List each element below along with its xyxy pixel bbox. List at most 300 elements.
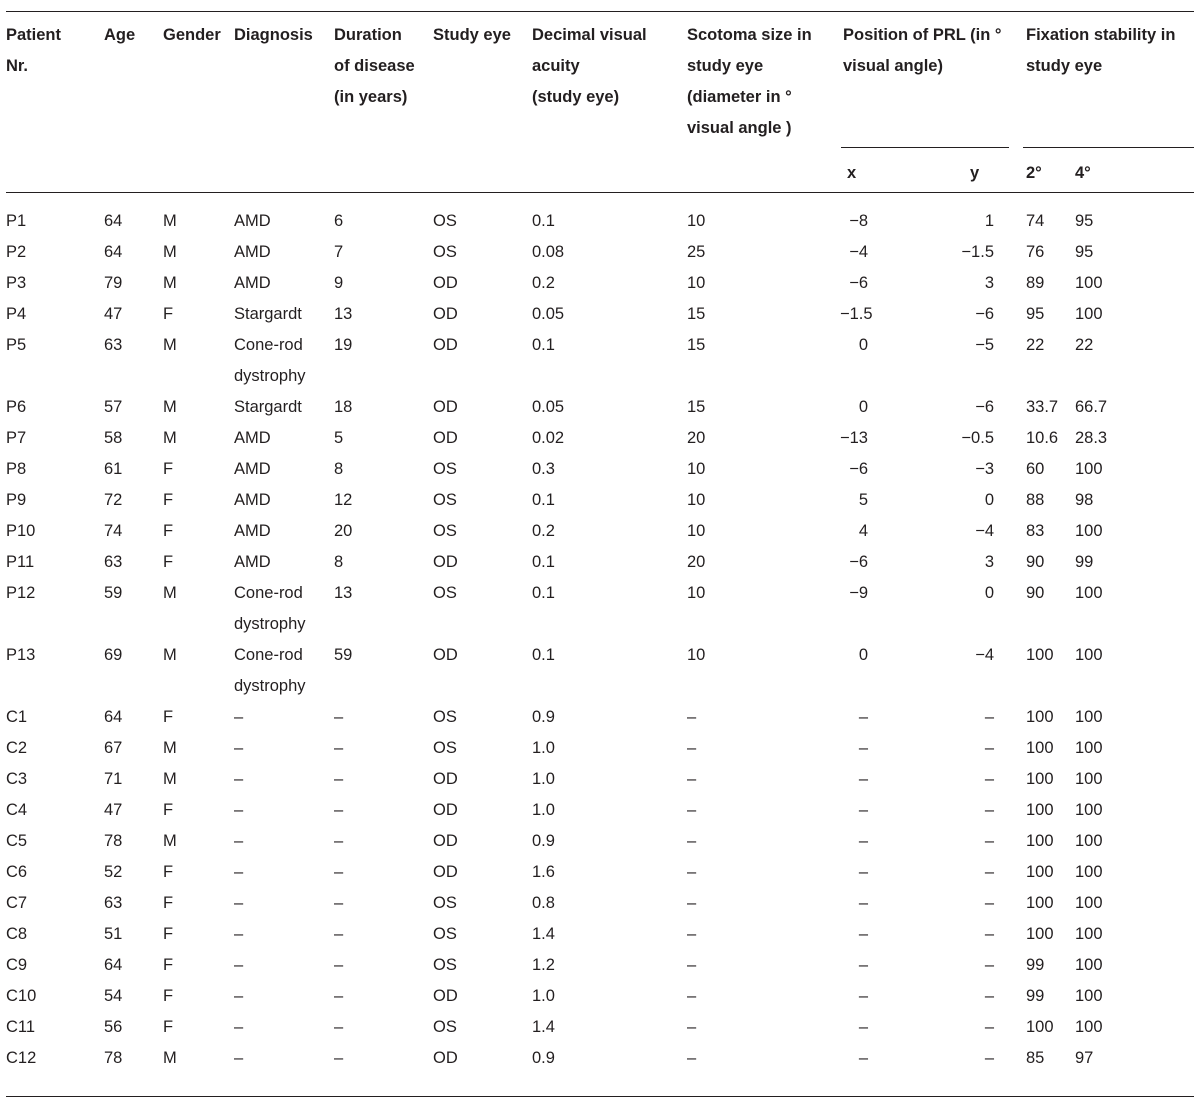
cell-patient: P2	[6, 243, 27, 261]
cell-age: 69	[104, 646, 123, 664]
table-row	[0, 423, 1200, 454]
cell-duration: 8	[334, 460, 344, 478]
table-row	[0, 1012, 1200, 1043]
cell-prl-y: 0	[984, 491, 994, 509]
cell-acuity: 0.02	[532, 429, 565, 447]
cell-acuity: 1.0	[532, 770, 555, 788]
cell-gender: M	[163, 274, 177, 292]
cell-patient: P4	[6, 305, 27, 323]
cell-study-eye: OD	[433, 863, 458, 881]
cell-study-eye: OD	[433, 646, 458, 664]
cell-prl-x: −8	[849, 212, 868, 230]
cell-gender: F	[163, 305, 174, 323]
cell-age: 58	[104, 429, 123, 447]
cell-duration: 59	[334, 646, 353, 664]
cell-diagnosis	[234, 516, 271, 547]
cell-patient: C5	[6, 832, 28, 850]
diagnosis-line: AMD	[234, 491, 271, 509]
cell-fix-2: 60	[1026, 460, 1045, 478]
table-row	[0, 268, 1200, 299]
cell-study-eye: OD	[433, 305, 458, 323]
diagnosis-line: –	[234, 770, 244, 788]
cell-study-eye: OD	[433, 987, 458, 1005]
cell-gender: M	[163, 832, 177, 850]
diagnosis-line: AMD	[234, 212, 271, 230]
cell-gender: F	[163, 894, 174, 912]
cell-duration: –	[334, 801, 344, 819]
cell-prl-y: –	[984, 708, 994, 726]
cell-fix-4: 100	[1075, 894, 1103, 912]
cell-fix-4: 95	[1075, 243, 1094, 261]
cell-patient: P5	[6, 336, 27, 354]
cell-scotoma: –	[687, 801, 697, 819]
cell-duration: –	[334, 770, 344, 788]
cell-prl-x: −6	[849, 274, 868, 292]
cell-patient: C2	[6, 739, 28, 757]
cell-duration: –	[334, 925, 344, 943]
cell-diagnosis	[234, 392, 302, 423]
cell-scotoma: –	[687, 956, 697, 974]
cell-age: 56	[104, 1018, 123, 1036]
cell-scotoma: –	[687, 739, 697, 757]
col-subheader-fix-4: 4°	[1075, 164, 1091, 182]
cell-age: 78	[104, 1049, 123, 1067]
cell-diagnosis	[234, 330, 306, 392]
cell-scotoma: 10	[687, 274, 706, 292]
cell-fix-4: 100	[1075, 584, 1103, 602]
cell-duration: 9	[334, 274, 344, 292]
cell-acuity: 0.1	[532, 584, 555, 602]
cell-prl-y: −6	[975, 305, 994, 323]
cell-patient: C7	[6, 894, 28, 912]
cell-diagnosis	[234, 299, 302, 330]
cell-acuity: 0.1	[532, 553, 555, 571]
cell-fix-2: 100	[1026, 739, 1054, 757]
cell-acuity: 1.4	[532, 1018, 555, 1036]
cell-patient: C12	[6, 1049, 37, 1067]
cell-fix-2: 90	[1026, 584, 1045, 602]
cell-gender: F	[163, 491, 174, 509]
cell-age: 51	[104, 925, 123, 943]
col-header-duration: Duration of disease (in years)	[334, 26, 415, 106]
cell-age: 74	[104, 522, 123, 540]
cell-fix-4: 100	[1075, 522, 1103, 540]
cell-age: 64	[104, 708, 123, 726]
cell-prl-x: –	[858, 894, 868, 912]
cell-duration: –	[334, 863, 344, 881]
col-header-age: Age	[104, 26, 136, 44]
cell-age: 54	[104, 987, 123, 1005]
table-row	[0, 547, 1200, 578]
cell-prl-y: −4	[975, 646, 994, 664]
cell-scotoma: –	[687, 925, 697, 943]
cell-gender: M	[163, 770, 177, 788]
cell-acuity: 1.6	[532, 863, 555, 881]
cell-prl-x: –	[858, 801, 868, 819]
cell-patient: P8	[6, 460, 27, 478]
cell-fix-2: 100	[1026, 894, 1054, 912]
cell-diagnosis	[234, 454, 271, 485]
cell-fix-4: 98	[1075, 491, 1094, 509]
cell-scotoma: 10	[687, 584, 706, 602]
cell-prl-x: −9	[849, 584, 868, 602]
cell-gender: M	[163, 429, 177, 447]
cell-age: 71	[104, 770, 123, 788]
cell-prl-x: −4	[849, 243, 868, 261]
cell-gender: F	[163, 460, 174, 478]
cell-diagnosis	[234, 981, 243, 1012]
cell-gender: M	[163, 336, 177, 354]
cell-fix-4: 100	[1075, 925, 1103, 943]
cell-prl-x: –	[858, 770, 868, 788]
cell-age: 64	[104, 956, 123, 974]
cell-scotoma: –	[687, 832, 697, 850]
cell-prl-y: –	[984, 770, 994, 788]
cell-acuity: 1.4	[532, 925, 555, 943]
diagnosis-line: –	[234, 863, 244, 881]
cell-scotoma: 20	[687, 429, 706, 447]
cell-scotoma: 15	[687, 305, 706, 323]
table-row	[0, 392, 1200, 423]
cell-patient: C8	[6, 925, 28, 943]
cell-patient: C11	[6, 1018, 36, 1036]
table-top-rule	[6, 11, 1194, 12]
diagnosis-line: Cone-rod	[234, 336, 303, 354]
cell-scotoma: 10	[687, 522, 706, 540]
cell-gender: F	[163, 801, 174, 819]
cell-patient: P7	[6, 429, 27, 447]
cell-patient: P11	[6, 553, 35, 571]
cell-age: 52	[104, 863, 123, 881]
cell-study-eye: OS	[433, 739, 457, 757]
cell-patient: P13	[6, 646, 36, 664]
cell-prl-x: –	[858, 708, 868, 726]
cell-duration: –	[334, 1049, 344, 1067]
cell-fix-4: 100	[1075, 987, 1103, 1005]
col-header-acuity: Decimal visual acuity (study eye)	[532, 26, 647, 106]
cell-prl-y: –	[984, 1018, 994, 1036]
cell-fix-2: 100	[1026, 1018, 1054, 1036]
diagnosis-line: –	[234, 956, 244, 974]
cell-acuity: 1.2	[532, 956, 555, 974]
cell-duration: 7	[334, 243, 344, 261]
col-header-diagnosis: Diagnosis	[234, 26, 313, 44]
cell-study-eye: OS	[433, 1018, 457, 1036]
col-header-gender: Gender	[163, 26, 221, 44]
cell-age: 64	[104, 243, 123, 261]
cell-diagnosis	[234, 826, 243, 857]
diagnosis-line: –	[234, 739, 244, 757]
table-row	[0, 733, 1200, 764]
col-header-scotoma: Scotoma size in study eye (diameter in ° visual angle )	[687, 26, 812, 137]
cell-acuity: 0.9	[532, 832, 555, 850]
diagnosis-line: –	[234, 832, 244, 850]
cell-fix-2: 83	[1026, 522, 1045, 540]
cell-patient: P6	[6, 398, 27, 416]
fixation-group-rule	[1023, 147, 1194, 148]
cell-fix-4: 100	[1075, 770, 1103, 788]
cell-fix-2: 10.6	[1026, 429, 1059, 447]
cell-gender: F	[163, 522, 174, 540]
cell-study-eye: OD	[433, 1049, 458, 1067]
cell-fix-4: 100	[1075, 305, 1103, 323]
cell-age: 63	[104, 553, 123, 571]
cell-acuity: 0.05	[532, 305, 565, 323]
cell-prl-y: –	[984, 863, 994, 881]
cell-duration: 20	[334, 522, 353, 540]
cell-duration: 5	[334, 429, 344, 447]
cell-study-eye: OS	[433, 584, 457, 602]
table-row	[0, 764, 1200, 795]
cell-fix-2: 100	[1026, 832, 1054, 850]
cell-prl-y: −4	[975, 522, 994, 540]
cell-scotoma: 15	[687, 336, 706, 354]
cell-diagnosis	[234, 1043, 243, 1074]
cell-prl-y: –	[984, 832, 994, 850]
cell-gender: M	[163, 243, 177, 261]
cell-gender: F	[163, 956, 174, 974]
cell-fix-4: 100	[1075, 956, 1103, 974]
cell-patient: C9	[6, 956, 28, 974]
cell-scotoma: –	[687, 770, 697, 788]
cell-duration: 18	[334, 398, 353, 416]
cell-acuity: 1.0	[532, 801, 555, 819]
cell-prl-y: 3	[984, 553, 994, 571]
cell-acuity: 0.05	[532, 398, 565, 416]
cell-prl-y: –	[984, 987, 994, 1005]
cell-duration: –	[334, 739, 344, 757]
diagnosis-line: –	[234, 1049, 244, 1067]
cell-fix-4: 100	[1075, 274, 1103, 292]
cell-scotoma: –	[687, 708, 697, 726]
col-header-prl: Position of PRL (in ° visual angle)	[843, 26, 1002, 75]
cell-fix-4: 22	[1075, 336, 1094, 354]
cell-fix-2: 89	[1026, 274, 1045, 292]
cell-prl-y: −1.5	[961, 243, 994, 261]
cell-duration: 13	[334, 584, 353, 602]
cell-fix-2: 100	[1026, 770, 1054, 788]
cell-acuity: 0.3	[532, 460, 555, 478]
cell-fix-2: 90	[1026, 553, 1045, 571]
table-row	[0, 640, 1200, 702]
cell-patient: P10	[6, 522, 36, 540]
cell-study-eye: OS	[433, 956, 457, 974]
diagnosis-line: –	[234, 708, 244, 726]
diagnosis-line: AMD	[234, 553, 271, 571]
cell-scotoma: –	[687, 863, 697, 881]
table-row	[0, 1043, 1200, 1074]
diagnosis-line: Cone-rod	[234, 584, 303, 602]
table-row	[0, 237, 1200, 268]
cell-fix-4: 100	[1075, 460, 1103, 478]
cell-prl-x: −6	[849, 460, 868, 478]
cell-fix-4: 100	[1075, 739, 1103, 757]
cell-prl-y: −3	[975, 460, 994, 478]
col-header-patient: Patient Nr.	[6, 26, 62, 75]
cell-scotoma: 10	[687, 212, 706, 230]
cell-age: 47	[104, 305, 123, 323]
cell-prl-x: –	[858, 1049, 868, 1067]
cell-fix-2: 76	[1026, 243, 1045, 261]
cell-duration: –	[334, 708, 344, 726]
cell-fix-2: 95	[1026, 305, 1045, 323]
cell-diagnosis	[234, 795, 243, 826]
cell-age: 79	[104, 274, 123, 292]
cell-duration: 13	[334, 305, 353, 323]
cell-duration: –	[334, 832, 344, 850]
diagnosis-line: –	[234, 987, 244, 1005]
cell-scotoma: –	[687, 1018, 697, 1036]
cell-scotoma: 10	[687, 646, 706, 664]
cell-fix-2: 100	[1026, 801, 1054, 819]
cell-acuity: 1.0	[532, 987, 555, 1005]
cell-fix-4: 100	[1075, 708, 1103, 726]
cell-duration: 8	[334, 553, 344, 571]
table-row	[0, 919, 1200, 950]
cell-prl-y: –	[984, 739, 994, 757]
cell-prl-y: −0.5	[961, 429, 994, 447]
cell-study-eye: OD	[433, 832, 458, 850]
cell-age: 64	[104, 212, 123, 230]
cell-age: 72	[104, 491, 123, 509]
cell-diagnosis	[234, 764, 243, 795]
cell-gender: F	[163, 708, 174, 726]
cell-scotoma: 20	[687, 553, 706, 571]
cell-duration: –	[334, 956, 344, 974]
cell-diagnosis	[234, 733, 243, 764]
cell-gender: F	[163, 863, 174, 881]
cell-fix-4: 95	[1075, 212, 1094, 230]
cell-diagnosis	[234, 640, 306, 702]
cell-fix-2: 99	[1026, 956, 1045, 974]
col-subheader-prl-y: y	[970, 164, 980, 182]
cell-study-eye: OD	[433, 429, 458, 447]
table-row	[0, 330, 1200, 392]
cell-study-eye: OS	[433, 925, 457, 943]
cell-diagnosis	[234, 1012, 243, 1043]
cell-patient: C3	[6, 770, 28, 788]
cell-diagnosis	[234, 919, 243, 950]
cell-study-eye: OS	[433, 522, 457, 540]
cell-scotoma: –	[687, 894, 697, 912]
cell-age: 63	[104, 336, 123, 354]
prl-group-rule	[841, 147, 1009, 148]
cell-prl-x: 5	[858, 491, 868, 509]
cell-prl-y: 3	[984, 274, 994, 292]
cell-scotoma: 15	[687, 398, 706, 416]
cell-patient: C4	[6, 801, 28, 819]
table-row	[0, 795, 1200, 826]
cell-fix-2: 100	[1026, 708, 1054, 726]
cell-study-eye: OS	[433, 894, 457, 912]
cell-gender: F	[163, 987, 174, 1005]
cell-fix-2: 100	[1026, 646, 1054, 664]
cell-prl-x: –	[858, 987, 868, 1005]
cell-gender: M	[163, 398, 177, 416]
diagnosis-line: AMD	[234, 522, 271, 540]
cell-prl-y: 1	[984, 212, 994, 230]
cell-prl-y: –	[984, 1049, 994, 1067]
col-header-study-eye: Study eye	[433, 26, 511, 44]
cell-prl-x: 0	[858, 398, 868, 416]
cell-patient: P9	[6, 491, 27, 509]
header-bottom-rule	[6, 192, 1194, 193]
cell-fix-2: 74	[1026, 212, 1045, 230]
cell-prl-x: 0	[858, 646, 868, 664]
table-row	[0, 702, 1200, 733]
diagnosis-line: –	[234, 801, 244, 819]
cell-diagnosis	[234, 485, 271, 516]
diagnosis-line: –	[234, 925, 244, 943]
diagnosis-line: AMD	[234, 429, 271, 447]
cell-age: 67	[104, 739, 123, 757]
cell-prl-x: 4	[858, 522, 868, 540]
cell-diagnosis	[234, 547, 271, 578]
table-row	[0, 950, 1200, 981]
cell-age: 61	[104, 460, 123, 478]
cell-scotoma: 10	[687, 491, 706, 509]
cell-prl-y: −5	[975, 336, 994, 354]
cell-patient: C6	[6, 863, 28, 881]
cell-duration: 19	[334, 336, 353, 354]
table-row	[0, 485, 1200, 516]
cell-gender: F	[163, 925, 174, 943]
cell-acuity: 0.1	[532, 646, 555, 664]
cell-prl-y: –	[984, 801, 994, 819]
cell-acuity: 0.08	[532, 243, 565, 261]
cell-prl-x: −6	[849, 553, 868, 571]
cell-study-eye: OD	[433, 801, 458, 819]
table-row	[0, 888, 1200, 919]
cell-gender: M	[163, 1049, 177, 1067]
cell-patient: P12	[6, 584, 36, 602]
cell-gender: F	[163, 553, 174, 571]
cell-fix-2: 99	[1026, 987, 1045, 1005]
cell-fix-2: 100	[1026, 863, 1054, 881]
cell-prl-x: 0	[858, 336, 868, 354]
diagnosis-line: dystrophy	[234, 367, 306, 385]
cell-patient: P1	[6, 212, 27, 230]
cell-acuity: 1.0	[532, 739, 555, 757]
cell-patient: P3	[6, 274, 27, 292]
cell-study-eye: OS	[433, 243, 457, 261]
cell-acuity: 0.1	[532, 212, 555, 230]
col-subheader-fix-2: 2°	[1026, 164, 1042, 182]
cell-fix-2: 85	[1026, 1049, 1045, 1067]
diagnosis-line: AMD	[234, 460, 271, 478]
cell-scotoma: 10	[687, 460, 706, 478]
col-subheader-prl-x: x	[847, 164, 857, 182]
cell-age: 47	[104, 801, 123, 819]
cell-diagnosis	[234, 268, 271, 299]
cell-fix-2: 22	[1026, 336, 1045, 354]
cell-fix-4: 100	[1075, 801, 1103, 819]
cell-gender: M	[163, 212, 177, 230]
cell-fix-4: 97	[1075, 1049, 1094, 1067]
cell-acuity: 0.8	[532, 894, 555, 912]
cell-fix-2: 33.7	[1026, 398, 1059, 416]
cell-diagnosis	[234, 423, 271, 454]
cell-prl-x: –	[858, 956, 868, 974]
diagnosis-line: Stargardt	[234, 398, 302, 416]
cell-gender: M	[163, 584, 177, 602]
cell-duration: 6	[334, 212, 344, 230]
table-bottom-rule	[6, 1096, 1194, 1097]
table-row	[0, 826, 1200, 857]
cell-fix-2: 100	[1026, 925, 1054, 943]
table-row	[0, 578, 1200, 640]
cell-diagnosis	[234, 950, 243, 981]
